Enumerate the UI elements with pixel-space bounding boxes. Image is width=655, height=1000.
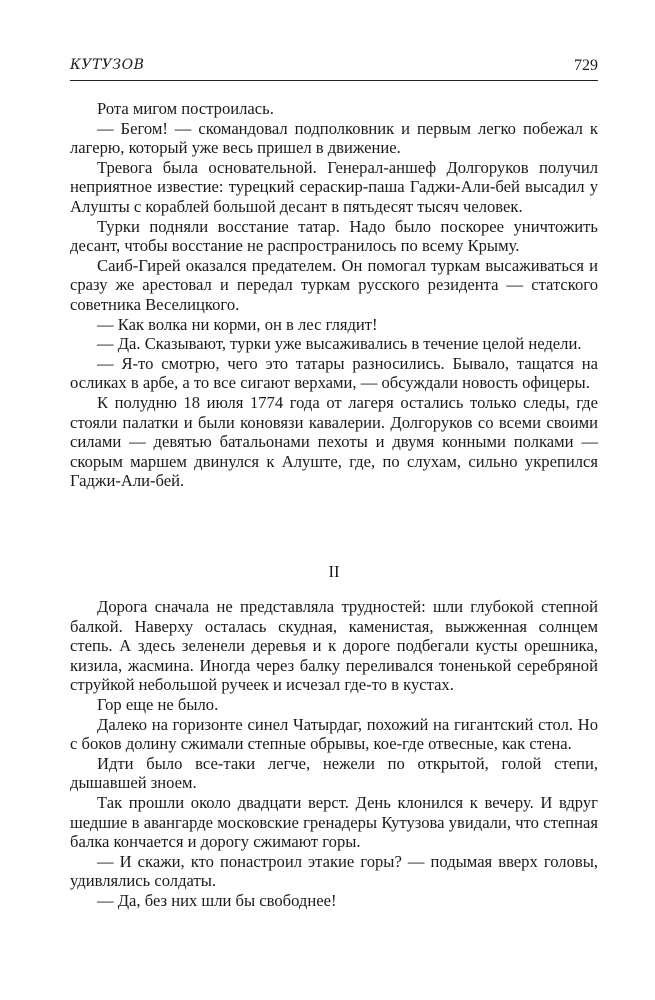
paragraph: Так прошли около двадцати верст. День клонился к вечеру. И вдруг шедшие в авангарде московские гренадеры Кутузова увидали, что степная балка кончается и дорогу сжимают горы. (70, 792, 598, 852)
paragraph: Идти было все-таки легче, нежели по открытой, голой степи, дышавшей зноем. (70, 753, 598, 793)
paragraph: — Я-то смотрю, чего это татары разносились. Бывало, тащатся на осликах в арбе, а то все сигают верхами, — обсуждали новость офицеры. (70, 353, 598, 393)
paragraph: Турки подняли восстание татар. Надо было поскорее уничтожить десант, чтобы восстание не распространилось по всему Крыму. (70, 216, 598, 256)
paragraph: К полудню 18 июля 1774 года от лагеря остались только следы, где стояли палатки и были коновязи кавалерии. Долгоруков со всеми своими силами — девятью батальонами пехоты и двумя конными полками — скорым маршем двинулся к Алуште, где, по слухам, сильно укрепился Гаджи-Али-бей. (70, 392, 598, 491)
body-text-before-heading (70, 99, 598, 491)
body-text-after-heading (70, 597, 598, 911)
paragraph: Рота мигом построилась. (97, 99, 274, 118)
section-heading: II (328, 562, 340, 581)
paragraph: Дорога сначала не представляла трудностей: шли глубокой степной балкой. Наверху осталась скудная, каменистая, выжженная солнцем степь. А здесь зеленели деревья и к дороге подбегали кусты орешника, кизила, жасмина. Иногда через балку переливался тоненькой серебряной струйкой небольшой ручеек и исчезал где-то в кустах. (70, 597, 598, 695)
header-divider (70, 80, 598, 81)
page-header (70, 57, 598, 81)
paragraph: Гор еще не было. (97, 694, 219, 714)
paragraph: — Как волка ни корми, он в лес глядит! (97, 314, 378, 334)
paragraph: Тревога была основательной. Генерал-аншеф Долгоруков получил неприятное известие: турецкий сераскир-паша Гаджи-Али-бей высадил у Алушты с кораблей большой десант в пятьдесят тысяч человек. (70, 157, 598, 216)
paragraph: — И скажи, кто понастроил этакие горы? — подымая вверх головы, удивлялись солдаты. (70, 851, 598, 891)
paragraph: Далеко на горизонте синел Чатырдаг, похожий на гигантский стол. Но с боков долину сжимали степные обрывы, кое-где отвесные, как стена. (70, 714, 598, 754)
page-number: 729 (574, 57, 598, 74)
paragraph: — Да. Сказывают, турки уже высаживались в течение целой недели. (97, 334, 582, 354)
paragraph: — Да, без них шли бы свободнее! (97, 890, 337, 910)
paragraph: Саиб-Гирей оказался предателем. Он помогал туркам высаживаться и сразу же арестовал и передал туркам русского резидента — статского советника Веселицкого. (70, 255, 598, 314)
running-title: КУТУЗОВ (70, 57, 145, 73)
paragraph: — Бегом! — скомандовал подполковник и первым легко побежал к лагерю, который уже весь пришел в движение. (70, 118, 598, 158)
